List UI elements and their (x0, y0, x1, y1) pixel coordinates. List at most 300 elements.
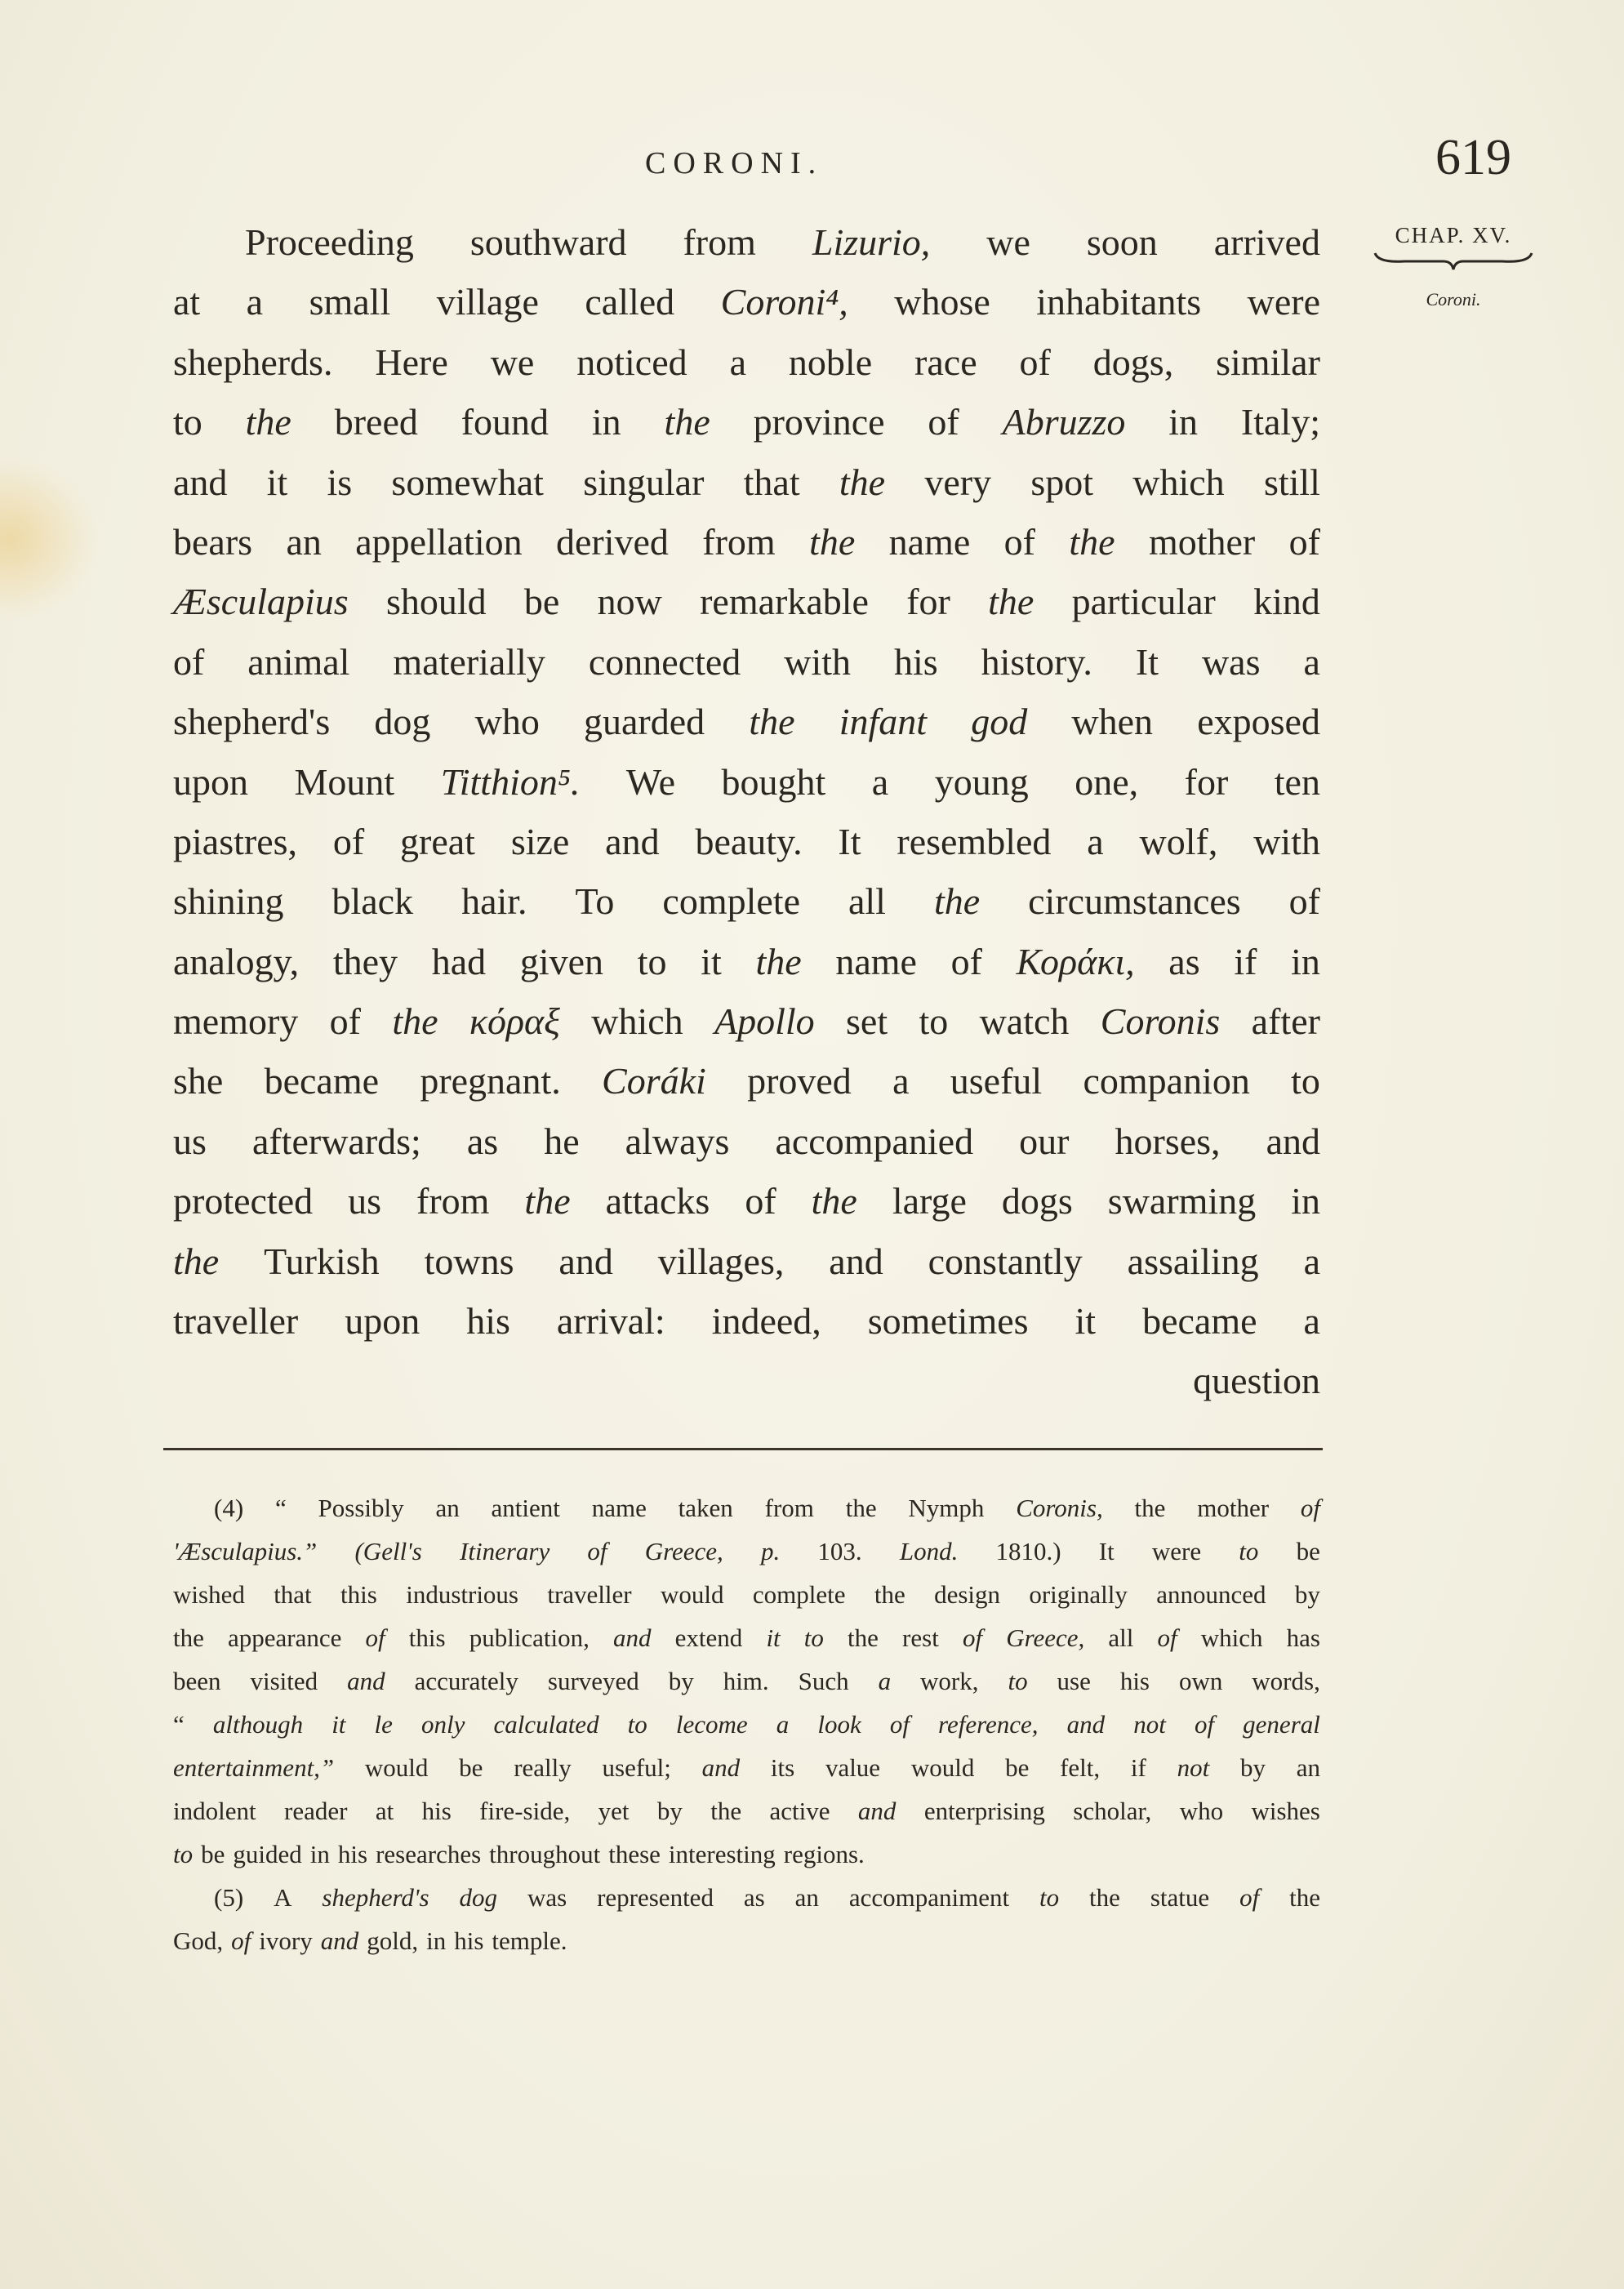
word: upon (345, 1300, 420, 1343)
word: Coronis (1100, 1000, 1221, 1043)
word: spot (1030, 461, 1094, 503)
word: his (454, 1926, 484, 1955)
word: enterprising (923, 1797, 1045, 1825)
word: size (510, 820, 570, 862)
word: publication, (469, 1623, 590, 1652)
word: circumstances (1028, 880, 1241, 923)
text-line (173, 812, 1320, 871)
word: in (591, 401, 621, 443)
word: indolent (173, 1797, 256, 1825)
footnote-line (173, 1530, 1320, 1573)
text-line (173, 1351, 1320, 1410)
word: village (436, 281, 539, 323)
word: a (776, 1710, 790, 1739)
word: set (846, 1000, 888, 1043)
word: we (986, 221, 1030, 263)
word: an (435, 1494, 460, 1522)
word: similar (1216, 341, 1320, 383)
chapter-label: CHAP. XV. (1395, 223, 1512, 247)
word: infant (839, 701, 928, 743)
word: remarkable (700, 581, 869, 623)
word: It (838, 820, 861, 862)
word: hair. (461, 880, 527, 923)
footnotes (173, 1486, 1320, 1962)
word: look (817, 1710, 861, 1739)
word: attacks (605, 1180, 710, 1222)
word: an (794, 1883, 819, 1912)
word: afterwards; (251, 1120, 421, 1162)
word: one, (1075, 760, 1139, 803)
word: by (1239, 1753, 1266, 1782)
word: not (1177, 1753, 1210, 1782)
word: To (575, 880, 615, 923)
word: Greece, (644, 1537, 723, 1565)
word: his (421, 1797, 452, 1825)
word: 103. (817, 1537, 862, 1565)
word: felt, (1060, 1753, 1101, 1782)
word: accompanied (775, 1120, 974, 1162)
word: words, (1252, 1667, 1320, 1695)
word: not (1133, 1710, 1166, 1739)
word: would (910, 1753, 975, 1782)
word: that (743, 461, 800, 503)
word: Titthion⁵. (440, 760, 581, 803)
word: singular (583, 461, 705, 503)
word: Æsculapius (173, 581, 349, 623)
word: regions. (783, 1840, 865, 1868)
word: of (950, 940, 982, 982)
word: indeed, (711, 1300, 821, 1343)
word: the (988, 581, 1034, 623)
word: question (1193, 1360, 1320, 1402)
word: shepherds. (173, 341, 333, 383)
word: arrival: (556, 1300, 665, 1343)
word: to (627, 1710, 647, 1739)
word: a (1303, 1240, 1320, 1282)
word: 1810.) (995, 1537, 1061, 1565)
word: upon (173, 760, 248, 803)
word: towns (424, 1240, 514, 1282)
word: the (809, 520, 856, 563)
word: his (1119, 1667, 1150, 1695)
main-text (173, 212, 1320, 1411)
word: It (1135, 640, 1159, 683)
word: the (1134, 1494, 1166, 1522)
word: of (1300, 1494, 1320, 1522)
word: the (664, 401, 710, 443)
word: from (764, 1494, 814, 1522)
word: small (309, 281, 391, 323)
word: temple. (492, 1926, 567, 1955)
word: particular (1071, 581, 1216, 623)
word: sometimes (867, 1300, 1029, 1343)
word: with (1253, 820, 1320, 862)
word: southward (469, 221, 627, 263)
word: in (1291, 1180, 1320, 1222)
footnote-line (173, 1659, 1320, 1703)
word: when (1071, 701, 1154, 743)
word: of (745, 1180, 776, 1222)
word: shepherd's (173, 701, 331, 743)
word: race (914, 341, 977, 383)
word: in (309, 1840, 330, 1868)
word: guarded (584, 701, 705, 743)
word: were (1247, 281, 1320, 323)
word: kind (1253, 581, 1320, 623)
word: reference, (938, 1710, 1039, 1739)
word: soon (1086, 221, 1158, 263)
word: became (1142, 1300, 1257, 1343)
word: be (201, 1840, 225, 1868)
word: who (474, 701, 540, 743)
word: of (1019, 341, 1051, 383)
word: resembled (897, 820, 1052, 862)
text-line (173, 632, 1320, 692)
word: only (420, 1710, 465, 1739)
word: shepherd's (322, 1883, 429, 1912)
word: really (514, 1753, 572, 1782)
word: protected (173, 1180, 314, 1222)
word: it (266, 461, 288, 503)
word: found (461, 401, 549, 443)
word: Coroni⁴, (720, 281, 848, 323)
word: these (608, 1840, 661, 1868)
word: beauty. (695, 820, 803, 862)
text-line (173, 212, 1320, 272)
word: at (173, 281, 201, 323)
word: shining (173, 880, 284, 923)
word: black (331, 880, 414, 923)
footnote-line (173, 1833, 1320, 1876)
word: to (173, 1840, 194, 1868)
word: horses, (1115, 1120, 1221, 1162)
word: the (1289, 1883, 1320, 1912)
word: (4) (214, 1494, 244, 1522)
word: and (613, 1623, 652, 1652)
word: work, (920, 1667, 979, 1695)
word: Abruzzo (1002, 401, 1126, 443)
word: throughout (489, 1840, 601, 1868)
word: κόραξ (469, 1000, 560, 1043)
word: be (459, 1753, 483, 1782)
word: “ (173, 1710, 185, 1739)
word: researches (376, 1840, 482, 1868)
word: as (743, 1883, 765, 1912)
word: given (519, 940, 604, 982)
word: who (1179, 1797, 1224, 1825)
word: and (605, 820, 660, 862)
word: by (668, 1667, 694, 1695)
word: traveller (173, 1300, 299, 1343)
word: we (490, 341, 535, 383)
word: noble (788, 341, 873, 383)
word: A (274, 1883, 292, 1912)
word: ivory (259, 1926, 313, 1955)
word: to (1039, 1883, 1060, 1912)
word: of (1288, 880, 1320, 923)
word: to (173, 401, 202, 443)
word: from (683, 221, 756, 263)
word: exposed (1197, 701, 1320, 743)
word: to (1291, 1060, 1320, 1102)
word: God, (173, 1926, 224, 1955)
word: and (173, 461, 228, 503)
word: Nymph (908, 1494, 985, 1522)
word: breed (334, 401, 418, 443)
word: our (1019, 1120, 1070, 1162)
word: young (934, 760, 1029, 803)
word: dog (459, 1883, 498, 1912)
word: active (769, 1797, 830, 1825)
word: dogs, (1092, 341, 1174, 383)
word: appellation (355, 520, 523, 563)
word: and (701, 1753, 741, 1782)
word: of (1157, 1623, 1177, 1652)
word: in (426, 1926, 447, 1955)
word: this (340, 1580, 377, 1609)
word: him. (723, 1667, 769, 1695)
word: and (320, 1926, 359, 1955)
text-line (173, 1231, 1320, 1291)
word: always (625, 1120, 730, 1162)
word: 'Æsculapius.” (173, 1537, 318, 1565)
word: piastres, (173, 820, 298, 862)
page-number: 619 (1435, 130, 1511, 185)
text-line (173, 692, 1320, 751)
word: from (702, 520, 776, 563)
word: bought (721, 760, 826, 803)
word: gold, (367, 1926, 419, 1955)
text-line (173, 572, 1320, 631)
word: mother (1197, 1494, 1270, 1522)
word: watch (979, 1000, 1070, 1043)
word: his (894, 640, 938, 683)
word: p. (760, 1537, 781, 1565)
word: of (1194, 1710, 1215, 1739)
word: and (347, 1667, 385, 1695)
word: memory (173, 1000, 299, 1043)
word: the (749, 701, 795, 743)
word: great (400, 820, 475, 862)
word: a (729, 341, 746, 383)
word: with (784, 640, 852, 683)
footnote-line (173, 1703, 1320, 1746)
word: an (1296, 1753, 1320, 1782)
word: and (829, 1240, 883, 1282)
word: Here (375, 341, 448, 383)
word: still (1263, 461, 1320, 503)
word: Greece, (1006, 1623, 1085, 1652)
word: name (888, 520, 971, 563)
word: as (466, 1120, 499, 1162)
text-line (173, 1111, 1320, 1171)
word: if (1234, 940, 1257, 982)
word: of (329, 1000, 361, 1043)
word: Such (798, 1667, 849, 1695)
word: Coronis, (1016, 1494, 1103, 1522)
word: they (332, 940, 398, 982)
word: appearance (228, 1623, 342, 1652)
word: of (231, 1926, 251, 1955)
text-line (173, 991, 1320, 1051)
word: use (1057, 1667, 1091, 1695)
text-line (173, 932, 1320, 991)
paper-stain (0, 457, 98, 621)
side-heading: Coroni. (1426, 289, 1481, 310)
text-line (173, 512, 1320, 572)
word: Κοράκι, (1016, 940, 1135, 982)
word: interesting (668, 1840, 776, 1868)
word: originally (1029, 1580, 1128, 1609)
word: dogs (1001, 1180, 1073, 1222)
word: inhabitants (1036, 281, 1202, 323)
text-line (173, 1291, 1320, 1351)
word: the (173, 1240, 220, 1282)
word: wishes (1251, 1797, 1320, 1825)
word: to (919, 1000, 949, 1043)
word: which (591, 1000, 683, 1043)
word: should (385, 581, 487, 623)
word: the (524, 1180, 571, 1222)
word: the (173, 1623, 204, 1652)
word: of (332, 820, 365, 862)
word: history. (981, 640, 1092, 683)
word: has (1286, 1623, 1320, 1652)
word: of (1239, 1883, 1260, 1912)
word: the (755, 940, 802, 982)
footnote-line (173, 1486, 1320, 1530)
brace-icon (1372, 248, 1535, 273)
word: reader (284, 1797, 348, 1825)
word: large (892, 1180, 967, 1222)
word: be (523, 581, 560, 623)
word: by (656, 1797, 683, 1825)
word: to (803, 1623, 824, 1652)
word: and (558, 1240, 613, 1282)
word: name (835, 940, 917, 982)
word: would (364, 1753, 429, 1782)
word: was (527, 1883, 567, 1912)
text-line (173, 272, 1320, 332)
word: he (544, 1120, 580, 1162)
word: entertainment,” (173, 1753, 335, 1782)
word: to (637, 940, 667, 982)
word: le (374, 1710, 393, 1739)
word: its (770, 1753, 795, 1782)
word: lecome (675, 1710, 748, 1739)
word: (5) (214, 1883, 244, 1912)
text-line (173, 332, 1320, 392)
word: somewhat (391, 461, 544, 503)
word: province (753, 401, 885, 443)
word: Itinerary (460, 1537, 550, 1565)
word: pregnant. (420, 1060, 561, 1102)
word: to (1239, 1537, 1259, 1565)
word: all (1108, 1623, 1134, 1652)
word: the (874, 1580, 905, 1609)
word: guided (233, 1840, 302, 1868)
word: and (1066, 1710, 1106, 1739)
running-head (0, 130, 1624, 194)
word: of (889, 1710, 910, 1739)
word: us (348, 1180, 382, 1222)
word: of (365, 1623, 385, 1652)
word: bears (173, 520, 253, 563)
word: We (625, 760, 676, 803)
word: is (327, 461, 353, 503)
word: own (1178, 1667, 1223, 1695)
word: a (892, 1060, 910, 1102)
word: an (286, 520, 322, 563)
word: us (173, 1120, 207, 1162)
word: Italy; (1240, 401, 1320, 443)
word: useful (950, 1060, 1043, 1102)
word: and (1266, 1120, 1320, 1162)
word: now (597, 581, 662, 623)
word: of (1003, 520, 1035, 563)
word: Turkish (264, 1240, 380, 1282)
word: as (1168, 940, 1200, 982)
word: industrious (406, 1580, 518, 1609)
text-line (173, 1171, 1320, 1231)
word: from (416, 1180, 490, 1222)
word: animal (247, 640, 350, 683)
word: taken (678, 1494, 733, 1522)
word: arrived (1213, 221, 1320, 263)
word: the (839, 461, 886, 503)
word: accurately (414, 1667, 518, 1695)
word: Proceeding (245, 221, 414, 263)
word: complete (752, 1580, 846, 1609)
word: the (1089, 1883, 1120, 1912)
word: whose (894, 281, 990, 323)
word: companion (1083, 1060, 1250, 1102)
word: analogy, (173, 940, 300, 982)
footnote-line (173, 1616, 1320, 1659)
word: in (1291, 940, 1320, 982)
word: it (1075, 1300, 1097, 1343)
word: Lond. (899, 1537, 959, 1565)
footnote-line (173, 1876, 1320, 1919)
word: complete (662, 880, 800, 923)
footnote-line (173, 1746, 1320, 1789)
word: a (871, 760, 889, 803)
word: the (811, 1180, 857, 1222)
word: to (1008, 1667, 1028, 1695)
word: of (962, 1623, 983, 1652)
word: it (701, 940, 722, 982)
word: the (245, 401, 291, 443)
word: his (466, 1300, 510, 1343)
word: of (587, 1537, 607, 1565)
text-line (173, 392, 1320, 452)
word: antient (491, 1494, 560, 1522)
word: general (1243, 1710, 1320, 1739)
footnote-rule (163, 1448, 1323, 1450)
word: Apollo (714, 1000, 815, 1043)
word: his (337, 1840, 368, 1868)
word: dog (374, 701, 431, 743)
word: design (934, 1580, 1000, 1609)
word: it (331, 1710, 346, 1739)
word: she (173, 1060, 224, 1102)
word: the (848, 1623, 879, 1652)
word: extend (674, 1623, 743, 1652)
word: been (173, 1667, 221, 1695)
word: assailing (1127, 1240, 1259, 1282)
word: derived (555, 520, 669, 563)
word: the (710, 1797, 742, 1825)
